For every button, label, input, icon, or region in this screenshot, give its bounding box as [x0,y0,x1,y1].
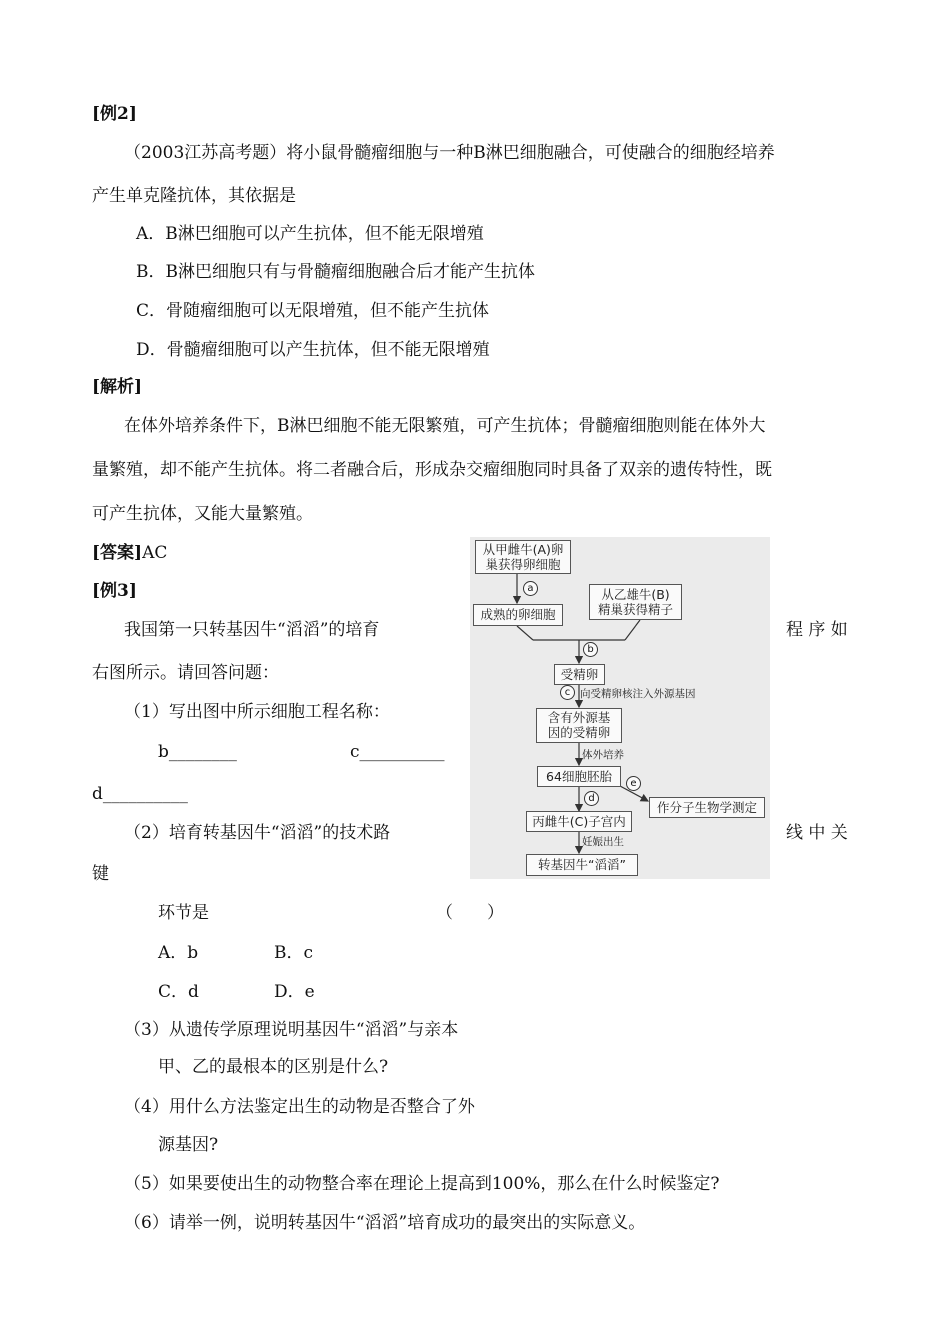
analysis-line1: 在体外培养条件下，B淋巴细胞不能无限繁殖，可产生抗体；骨髓瘤细胞则能在体外大 [124,416,766,436]
example2-question-line1: （2003江苏高考题）将小鼠骨髓瘤细胞与一种B淋巴细胞融合，可使融合的细胞经培养 [124,143,775,163]
q2-option-c: C．d [158,982,199,1002]
q2-option-a: A．b [158,943,199,963]
connector-sperm [625,620,640,640]
example2-option-d: D．骨髓瘤细胞可以产生抗体，但不能无限增殖 [136,340,490,360]
node-mature-egg: 成熟的卵细胞 [473,604,563,626]
node-zygote: 受精卵 [554,664,605,685]
example3-heading: [例3] [92,581,137,601]
node-foreign-line2: 因的受精卵 [547,725,611,740]
birth-text: 妊娠出生 [582,836,624,848]
question-4-line1: （4）用什么方法鉴定出生的动物是否整合了外 [124,1097,475,1117]
node-donor-egg-line2: 巢获得卵细胞 [485,557,561,572]
question-3-line2: 甲、乙的最根本的区别是什么? [158,1057,389,1077]
node-64-cell-embryo: 64细胞胚胎 [537,766,621,787]
blank-d: d__________ [92,784,188,804]
question-2-right: 线 中 关 [786,823,848,843]
step-b-marker: b [583,642,598,657]
example3-intro-line2: 右图所示。请回答问题： [92,663,279,683]
example3-intro-right: 程 序 如 [786,620,848,640]
step-c-text: 向受精卵核注入外源基因 [580,688,696,700]
node-foreign-gene-zygote [536,708,622,743]
step-a-marker: a [523,581,538,596]
question-4-line2: 源基因? [158,1135,219,1155]
answer-line [92,543,167,563]
question-2-left: （2）培育转基因牛“滔滔”的技术路 [124,823,391,843]
question-6: （6）请举一例，说明转基因牛“滔滔”培育成功的最突出的实际意义。 [124,1213,646,1233]
transgenic-cattle-flow-diagram [470,537,770,879]
step-d-marker: d [584,791,599,806]
node-transgenic-cow: 转基因牛“滔滔” [526,854,638,876]
q2-option-b: B．c [274,943,314,963]
question-5: （5）如果要使出生的动物整合率在理论上提高到100%，那么在什么时候鉴定? [124,1174,720,1194]
analysis-line3: 可产生抗体，又能大量繁殖。 [92,504,313,524]
node-foreign-line1: 含有外源基 [547,710,611,725]
analysis-heading: [解析] [92,377,143,397]
question-3-line1: （3）从遗传学原理说明基因牛“滔滔”与亲本 [124,1020,459,1040]
example2-option-c: C．骨随瘤细胞可以无限增殖，但不能产生抗体 [136,301,490,321]
blank-b: b________ [158,742,237,762]
culture-text: 体外培养 [582,749,624,761]
example2-question-line2: 产生单克隆抗体，其依据是 [92,186,296,206]
node-donor-egg [475,540,571,574]
step-c-marker: c [560,685,575,700]
connector-egg [517,626,533,640]
example2-heading: [例2] [92,104,137,124]
example3-intro-left: 我国第一只转基因牛“滔滔”的培育 [124,620,380,640]
blank-c: c__________ [350,742,445,762]
answer-heading: [答案] [92,543,143,563]
node-donor-sperm-line2: 精巢获得精子 [597,602,673,617]
q2-option-d: D．e [274,982,315,1002]
node-surrogate-uterus: 丙雌牛(C)子宫内 [526,811,632,832]
example2-option-b: B．B淋巴细胞只有与骨髓瘤细胞融合后才能产生抗体 [136,262,535,282]
question-2-wrap: 键 [92,864,109,884]
example2-option-a: A．B淋巴细胞可以产生抗体，但不能无限增殖 [136,224,484,244]
analysis-line2: 量繁殖，却不能产生抗体。将二者融合后，形成杂交瘤细胞同时具备了双亲的遗传特性，既 [92,460,772,480]
node-donor-sperm [589,584,682,620]
question-2-paren: （ ） [436,903,504,923]
answer-value: AC [142,543,168,563]
node-donor-sperm-line1: 从乙雄牛(B) [601,587,670,602]
step-e-marker: e [626,776,641,791]
question-2-line2: 环节是 [158,903,209,923]
question-1: （1）写出图中所示细胞工程名称： [124,702,390,722]
node-donor-egg-line1: 从甲雌牛(A)卵 [482,542,564,557]
node-molecular-test: 作分子生物学测定 [649,797,765,818]
